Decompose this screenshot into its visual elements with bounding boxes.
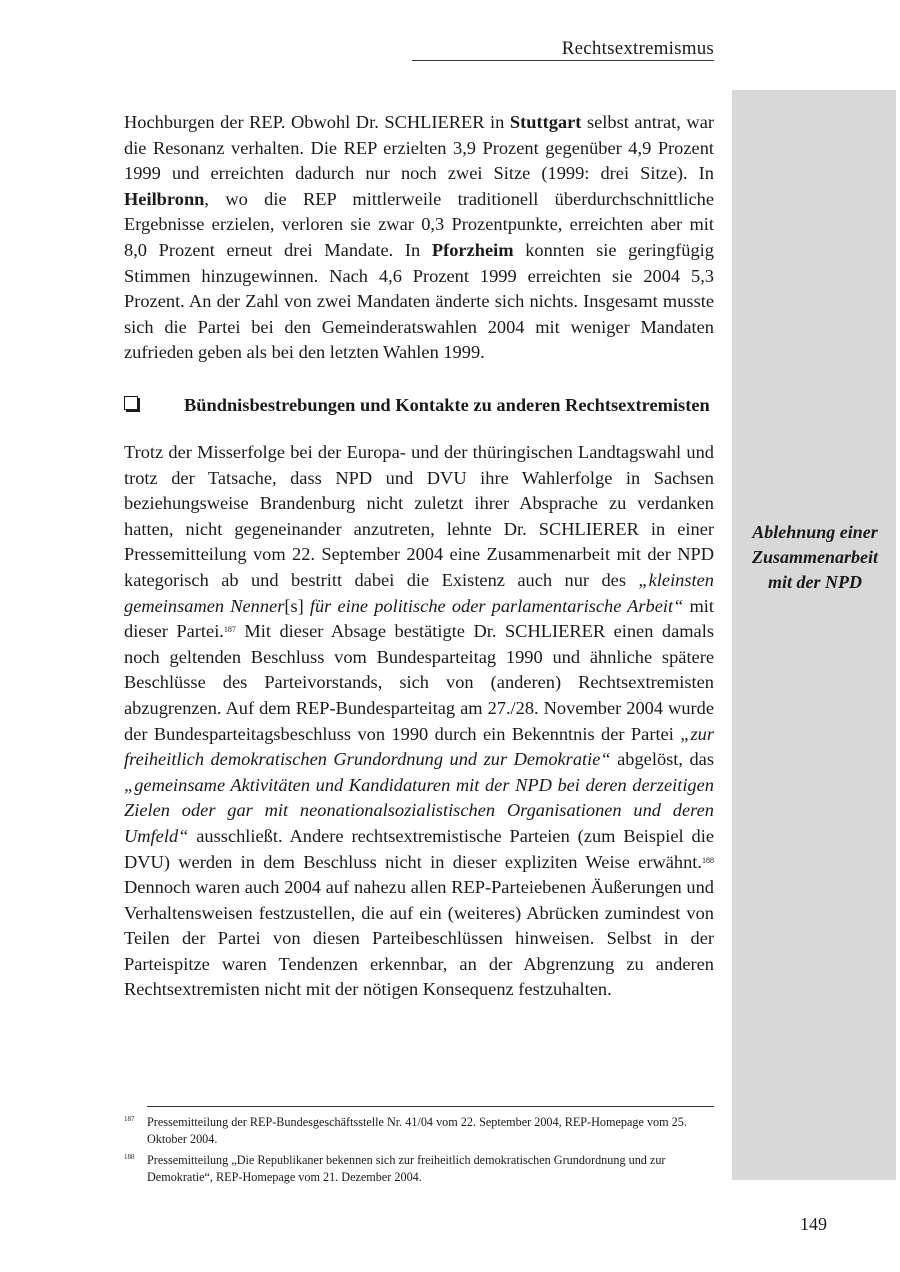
footnote-ref[interactable]: 188: [702, 855, 714, 865]
place-stuttgart: Stuttgart: [509, 112, 582, 132]
margin-note: [736, 520, 894, 595]
margin-note-line: mit der NPD: [768, 572, 862, 592]
quote: „kleinsten gemeinsamen Nenner: [124, 569, 714, 616]
footnote-ref[interactable]: 187: [223, 625, 236, 635]
text: mit dieser Partei.: [124, 595, 714, 642]
text: [s]: [284, 595, 304, 616]
footnote: [124, 1114, 714, 1148]
running-header: Rechtsextremismus: [561, 38, 714, 59]
section-heading-text: Bündnisbestrebungen und Kontakte zu anderen Rechtsextremisten: [184, 395, 710, 415]
checkbox-bullet-icon: [124, 396, 138, 410]
margin-sidebar: [732, 90, 896, 1180]
text: selbst antrat, war die Resonanz verhalten. Die REP erzielten 3,9 Prozent gegenüber 4,9 Prozent 1999 und erreichten dadurch nur noch zwei Sitze (1999: drei Sitze). In: [124, 112, 714, 184]
footnote: [124, 1152, 714, 1186]
text: Mit dieser Absage bestätigte Dr. SCHLIERER einen damals noch geltenden Beschluss vom Bundesparteitag 1990 und ähnliche spätere Beschlüsse des Parteivorstands, sich von (anderen) Rechtsextremisten abzugrenzen. Auf dem REP-Bundesparteitag am 27./28. November 2004 wurde der Bundesparteitagsbeschluss von 1990 durch ein Bekenntnis der Partei: [124, 621, 714, 744]
margin-note-line: Ablehnung einer: [752, 522, 878, 542]
quote: „zur freiheitlich demokratischen Grundordnung und zur Demokratie“: [124, 723, 714, 770]
paragraph-1: [124, 110, 714, 366]
header-rule: [412, 60, 714, 61]
text: , wo die REP mittlerweile traditionell überdurchschnittliche Ergebnisse erzielen, verloren sie zwar 0,3 Prozentpunkte, erreichten aber mit 8,0 Prozent erneut drei Mandate. In: [124, 188, 714, 260]
margin-note-line: Zusammenarbeit: [751, 547, 878, 567]
text: Dennoch waren auch 2004 auf nahezu allen REP-Parteiebenen Äußerungen und Verhaltensweisen festzustellen, die auf ein (weiteres) Abrücken zumindest von Teilen der Partei von diesen Parteibeschlüssen hinweisen. Selbst in der Parteispitze waren Tendenzen erkennbar, an der Abgrenzung zu anderen Rechtsextremisten nicht mit der nötigen Konsequenz festzuhalten.: [124, 877, 714, 1000]
quote: für eine politische oder parlamentarische Arbeit“: [303, 595, 684, 616]
footnote-rule: [147, 1106, 714, 1107]
footnote-text: Pressemitteilung „Die Republikaner bekennen sich zur freiheitlich demokratischen Grundordnung und zur Demokratie“, REP-Homepage vom 21. Dezember 2004.: [147, 1153, 666, 1184]
text: Hochburgen der REP. Obwohl Dr. SCHLIERER in: [124, 112, 510, 132]
text: abgelöst, das: [610, 749, 714, 770]
text: Trotz der Misserfolge bei der Europa- und der thüringischen Landtagswahl und trotz der Tatsache, dass NPD und DVU ihre Wahlerfolge in Sachsen beziehungsweise Brandenburg nicht zuletzt ihrer Absprache zu verdanken hatten, nicht gegeneinander anzutreten, lehnte Dr. SCHLIERER in einer Pressemitteilung vom 22. September 2004 eine Zusammenarbeit mit der NPD kategorisch ab und bestritt dabei die Existenz auch nur des: [124, 442, 714, 590]
place-pforzheim: Pforzheim: [431, 239, 514, 260]
text: konnten sie geringfügig Stimmen hinzugewinnen. Nach 4,6 Prozent 1999 erreichten sie 2004 5,3 Prozent. An der Zahl von zwei Mandaten änderte sich nichts. Insgesamt musste sich die Partei bei den Gemeinderatswahlen 2004 mit weniger Mandaten zufrieden geben als bei den letzten Wahlen 1999.: [124, 239, 714, 363]
footnote-number: 187: [124, 1115, 135, 1123]
page-number: 149: [800, 1214, 827, 1234]
text: ausschließt. Andere rechtsextremistische Parteien (zum Beispiel die DVU) werden in dem Beschluss nicht in dieser expliziten Weise erwähnt.: [124, 825, 714, 872]
footnote-text: Pressemitteilung der REP-Bundesgeschäftsstelle Nr. 41/04 vom 22. September 2004, REP-Homepage vom 25. Oktober 2004.: [147, 1115, 687, 1146]
place-heilbronn: Heilbronn: [124, 188, 205, 209]
footnotes: [124, 1114, 714, 1190]
footnote-number: 188: [124, 1153, 135, 1161]
quote: „gemeinsame Aktivitäten und Kandidaturen mit der NPD bei deren derzeitigen Zielen oder gar mit neonationalsozialistischen Organisationen und deren Umfeld“: [124, 774, 714, 846]
paragraph-2: [124, 440, 714, 1003]
